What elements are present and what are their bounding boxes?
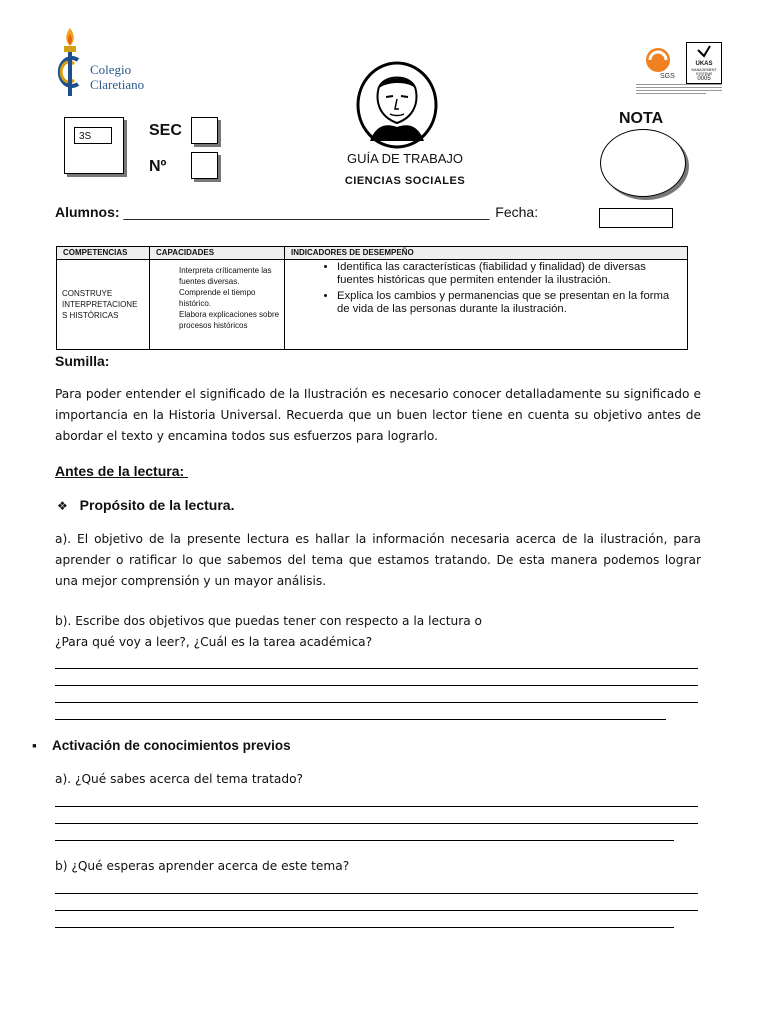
answer-line[interactable] [55, 668, 698, 669]
activacion-qb: b) ¿Qué esperas aprender acerca de este tema? [55, 859, 350, 873]
col-capacidades: CAPACIDADES [150, 247, 285, 260]
capacidad-2: Comprende el tiempo histórico. [179, 288, 256, 308]
col-competencias: COMPETENCIAS [57, 247, 150, 260]
nota-label: NOTA [619, 110, 664, 127]
grade-input[interactable]: 3S [74, 127, 112, 144]
answer-line[interactable] [55, 719, 666, 720]
diamond-bullet-icon: ❖ [57, 499, 68, 513]
alumnos-line[interactable]: _______________________________________________ [123, 204, 490, 220]
fecha-input[interactable] [599, 208, 673, 228]
capacidades-cell [150, 260, 285, 350]
school-logo [52, 26, 162, 98]
proposito-heading [57, 497, 234, 513]
competencia-text: CONSTRUYE INTERPRETACIONE S HISTÓRICAS [62, 289, 138, 320]
alumnos-row [55, 204, 538, 220]
cert-fine-print [636, 82, 722, 96]
num-input[interactable] [191, 152, 218, 179]
page-title: GUÍA DE TRABAJO [346, 151, 464, 166]
activacion-title: Activación de conocimientos previos [52, 738, 291, 753]
alumnos-label: Alumnos: [55, 204, 120, 220]
activacion-qa: a). ¿Qué sabes acerca del tema tratado? [55, 772, 304, 786]
answer-line[interactable] [55, 840, 674, 841]
square-bullet-icon: ▪ [32, 738, 37, 753]
crown-check-icon [696, 44, 712, 58]
indicadores-cell [285, 260, 688, 350]
table-row [57, 260, 688, 350]
portrait-icon [356, 61, 438, 149]
competencia-cell [57, 260, 150, 350]
answer-line[interactable] [55, 806, 698, 807]
nota-oval[interactable] [600, 129, 686, 197]
capacidad-3: Elabora explicaciones sobre procesos históricos [179, 310, 280, 330]
proposito-b-line1: b). Escribe dos objetivos que puedas tener con respecto a la lectura o [55, 614, 483, 628]
capacidad-1: Interpreta críticamente las fuentes diversas. [179, 266, 272, 286]
ukas-sub: MANAGEMENT SYSTEMS [691, 68, 717, 76]
school-name-line1: Colegio [90, 62, 132, 77]
grade-box [64, 117, 124, 174]
answer-line[interactable] [55, 823, 698, 824]
founder-portrait [356, 61, 438, 149]
fecha-label: Fecha: [495, 204, 539, 220]
sumilla-title: Sumilla: [55, 353, 110, 369]
proposito-b-line2: ¿Para qué voy a leer?, ¿Cuál es la tarea académica? [55, 635, 373, 649]
col-indicadores: INDICADORES DE DESEMPEÑO [285, 247, 688, 260]
sgs-text: SGS [660, 73, 675, 80]
proposito-a-text: a). El objetivo de la presente lectura es hallar la información necesaria acerca de la ilustración, para aprender o ratificar lo que sabemos del tema que estamos tratando. De esta manera podemos lograr una mejor comprensión y un mayor análisis. [55, 532, 701, 588]
sec-label: SEC [149, 122, 182, 139]
sgs-logo-icon [638, 44, 680, 80]
page-subtitle: CIENCIAS SOCIALES [344, 175, 466, 187]
ukas-code: 0005 [697, 76, 711, 82]
answer-line[interactable] [55, 685, 698, 686]
indicador-2: • Explica los cambios y permanencias que se presentan en la forma de vida de las personas durante la ilustración. [337, 290, 679, 316]
answer-line[interactable] [55, 927, 674, 928]
certification-logos [636, 42, 722, 98]
antes-title [55, 463, 188, 479]
proposito-title: Propósito de la lectura. [79, 497, 235, 513]
ukas-text: UKAS [695, 61, 713, 67]
sec-input[interactable] [191, 117, 218, 144]
sumilla-text: Para poder entender el significado de la Ilustración es necesario conocer detalladamente su significado e importancia en la Historia Universal. Recuerda que un buen lector tiene en cuenta su objetivo antes de abordar el texto y encamina todos sus esfuerzos para lograrlo. [55, 387, 701, 443]
answer-line[interactable] [55, 910, 698, 911]
ukas-logo [686, 42, 722, 84]
num-label: Nº [149, 158, 167, 175]
indicador-1: • Identifica las características (fiabilidad y finalidad) de diversas fuentes históricas que permiten entender la ilustración. [337, 261, 679, 287]
torch-logo-icon [52, 26, 88, 98]
answer-line[interactable] [55, 893, 698, 894]
competencies-table [56, 246, 688, 350]
answer-line[interactable] [55, 702, 698, 703]
table-header-row [57, 247, 688, 260]
antes-title-text: Antes de la lectura: [55, 463, 185, 479]
activacion-heading [32, 738, 291, 753]
school-name-line2: Claretiano [90, 77, 145, 92]
